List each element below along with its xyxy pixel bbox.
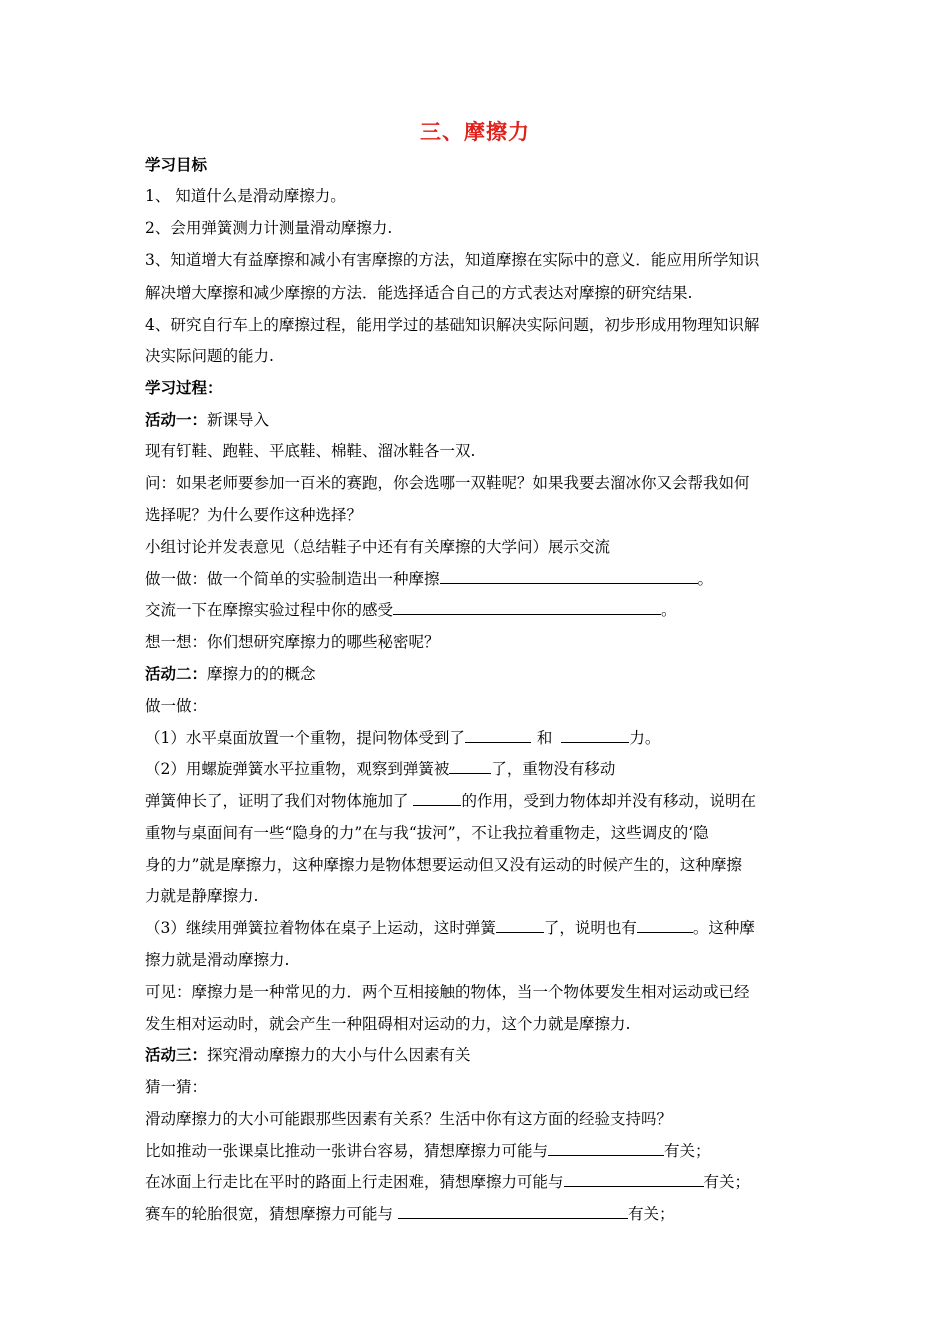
- paragraph-line: 想一想：你们想研究摩擦力的哪些秘密呢？: [145, 633, 440, 651]
- fill-in-prefix: （3）继续用弹簧拉着物体在桌子上运动，这时弹簧: [145, 919, 496, 937]
- fill-in-suffix: 的作用，受到力物体却并没有移动，说明在: [461, 792, 756, 810]
- fill-in-line: [145, 918, 755, 938]
- fill-in-suffix: 。: [697, 570, 714, 588]
- objectives-heading: 学习目标: [145, 156, 208, 174]
- fill-in-suffix: 力。: [629, 729, 661, 747]
- paragraph-line: 猜一猜：: [145, 1078, 208, 1096]
- fill-in-suffix: 。这种摩: [692, 919, 755, 937]
- activity2-heading: [145, 664, 316, 684]
- paragraph-line: 现有钉鞋、跑鞋、平底鞋、棉鞋、溜冰鞋各一双.: [145, 442, 476, 460]
- answer-blank[interactable]: [564, 1172, 704, 1187]
- activity3-label: 活动三：: [145, 1046, 208, 1064]
- fill-in-line: [145, 1172, 750, 1192]
- fill-in-suffix: 有关；: [627, 1205, 675, 1223]
- fill-in-prefix: 交流一下在摩擦实验过程中你的感受: [145, 601, 394, 619]
- answer-blank[interactable]: [465, 728, 531, 743]
- paragraph-line: 可见：摩擦力是一种常见的力．两个互相接触的物体，当一个物体要发生相对运动或已经: [145, 983, 750, 1001]
- answer-blank[interactable]: [548, 1141, 664, 1156]
- fill-in-prefix: （1）水平桌面放置一个重物，提问物体受到了: [145, 729, 465, 747]
- paragraph-line: 身的力”就是摩擦力，这种摩擦力是物体想要运动但又没有运动的时候产生的，这种摩擦: [145, 856, 742, 874]
- answer-blank[interactable]: [637, 918, 693, 933]
- paragraph-line: 小组讨论并发表意见（总结鞋子中还有有关摩擦的大学问）展示交流: [145, 538, 611, 556]
- answer-blank[interactable]: [393, 600, 661, 615]
- page-title: 三、摩擦力: [420, 120, 530, 144]
- fill-in-mid: 了，说明也有: [543, 919, 637, 937]
- fill-in-suffix: 有关；: [703, 1173, 751, 1191]
- objective-line: 3、知道增大有益摩擦和减小有害摩擦的方法，知道摩擦在实际中的意义．能应用所学知识: [145, 251, 760, 269]
- answer-blank[interactable]: [449, 759, 491, 774]
- fill-in-line: [145, 1204, 674, 1224]
- fill-in-line: [145, 728, 660, 748]
- fill-in-suffix: 。: [661, 601, 677, 619]
- answer-blank[interactable]: [398, 1204, 628, 1219]
- fill-in-line: [145, 569, 713, 589]
- fill-in-prefix: 赛车的轮胎很宽，猜想摩擦力可能与: [145, 1205, 398, 1223]
- activity1-label: 活动一：: [145, 411, 208, 429]
- answer-blank[interactable]: [561, 728, 629, 743]
- paragraph-line: 发生相对运动时，就会产生一种阻碍相对运动的力，这个力就是摩擦力.: [145, 1015, 631, 1033]
- fill-in-prefix: （2）用螺旋弹簧水平拉重物，观察到弹簧被: [145, 760, 450, 778]
- paragraph-line: 选择呢？为什么要作这种选择？: [145, 506, 363, 524]
- objective-line: 1、 知道什么是滑动摩擦力。: [145, 187, 346, 205]
- paragraph-line: 擦力就是滑动摩擦力.: [145, 951, 290, 969]
- objective-line: 解决增大摩擦和减少摩擦的方法．能选择适合自己的方式表达对摩擦的研究结果.: [145, 284, 693, 302]
- paragraph-line: 做一做：: [145, 697, 208, 715]
- activity3-heading: [145, 1045, 471, 1065]
- fill-in-prefix: 弹簧伸长了，证明了我们对物体施加了: [145, 792, 414, 810]
- answer-blank[interactable]: [496, 918, 544, 933]
- fill-in-prefix: 在冰面上行走比在平时的路面上行走困难，猜想摩擦力可能与: [145, 1173, 564, 1191]
- paragraph-line: 问：如果老师要参加一百米的赛跑，你会选哪一双鞋呢？如果我要去溜冰你又会帮我如何: [145, 474, 750, 492]
- process-heading: 学习过程：: [145, 379, 223, 397]
- activity3-title: 探究滑动摩擦力的大小与什么因素有关: [207, 1046, 471, 1064]
- fill-in-prefix: 比如推动一张课桌比推动一张讲台容易，猜想摩擦力可能与: [145, 1142, 549, 1160]
- fill-in-line: [145, 791, 756, 811]
- objective-line: 2、会用弹簧测力计测量滑动摩擦力.: [145, 219, 393, 237]
- answer-blank[interactable]: [440, 569, 698, 584]
- fill-in-line: [145, 600, 677, 620]
- objective-line: 决实际问题的能力.: [145, 347, 274, 365]
- activity2-title: 摩擦力的的概念: [207, 665, 316, 683]
- fill-in-mid: 和: [536, 729, 558, 747]
- fill-in-line: [145, 759, 615, 779]
- fill-in-suffix: 了，重物没有移动: [491, 760, 616, 778]
- objective-line: 4、研究自行车上的摩擦过程，能用学过的基础知识解决实际问题，初步形成用物理知识解: [145, 316, 760, 334]
- paragraph-line: 滑动摩擦力的大小可能跟那些因素有关系？生活中你有这方面的经验支持吗？: [145, 1110, 673, 1128]
- activity1-heading: [145, 410, 269, 430]
- fill-in-suffix: 有关；: [664, 1142, 711, 1160]
- activity2-label: 活动二：: [145, 665, 208, 683]
- paragraph-line: 重物与桌面间有一些“隐身的力”在与我“拔河”，不让我拉着重物走，这些调皮的‘隐: [145, 824, 709, 842]
- answer-blank[interactable]: [413, 791, 461, 806]
- fill-in-prefix: 做一做：做一个简单的实验制造出一种摩擦: [145, 570, 440, 588]
- fill-in-line: [145, 1141, 711, 1161]
- activity1-title: 新课导入: [207, 411, 270, 429]
- paragraph-line: 力就是静摩擦力.: [145, 887, 259, 905]
